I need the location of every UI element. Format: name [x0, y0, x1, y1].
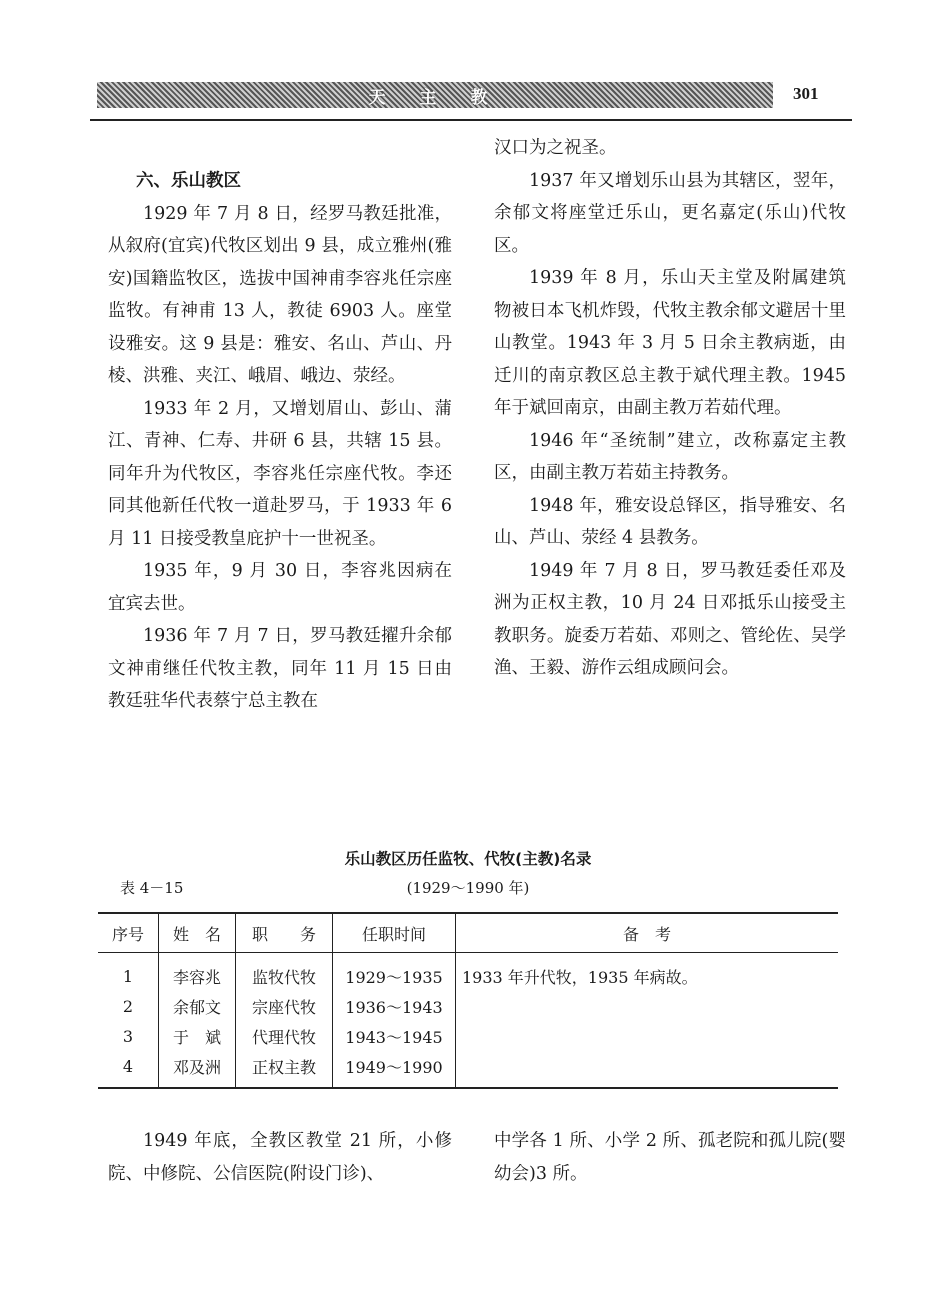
paragraph: 1949 年 7 月 8 日，罗马教廷委任邓及洲为正权主教，10 月 24 日邓抵乐山接受主教职务。旋委万若茹、邓则之、管纶佐、吴学渔、王毅、游作云组成顾问会。	[494, 560, 846, 678]
table-number: 表 4－15	[120, 879, 184, 897]
page-number: 301	[793, 84, 819, 103]
cell-name: 邓及洲	[159, 1051, 236, 1088]
paragraph: 1948 年，雅安设总铎区，指导雅安、名山、芦山、荥经 4 县教务。	[494, 495, 846, 548]
cell-name: 李容兆	[159, 953, 236, 992]
column-header-note: 备 考	[456, 913, 839, 953]
table-row	[98, 1021, 838, 1051]
cell-note: 1933 年升代牧，1935 年病故。	[456, 953, 839, 992]
paragraph: 1935 年，9 月 30 日，李容兆因病在宜宾去世。	[108, 561, 452, 614]
section-heading: 六、乐山教区	[136, 171, 241, 191]
cell-term: 1936～1943	[333, 991, 456, 1021]
column-header-role: 职 务	[236, 913, 333, 953]
right-column	[494, 132, 846, 685]
cell-index: 2	[122, 996, 134, 1016]
table-row	[98, 953, 838, 992]
paragraph-continuation: 中学各 1 所、小学 2 所、孤老院和孤儿院(婴幼会)3 所。	[494, 1131, 846, 1184]
column-header-name: 姓 名	[159, 913, 236, 953]
cell-index: 3	[122, 1026, 134, 1046]
paragraph: 1939 年 8 月，乐山天主堂及附属建筑物被日本飞机炸毁，代牧主教余郁文避居十里山教堂。1943 年 3 月 5 日余主教病逝，由迁川的南京教区总主教于斌代理主教。1945 年于斌回南京，由副主教万若茹代理。	[494, 268, 846, 418]
running-header-band	[97, 82, 773, 108]
header-rule	[90, 119, 852, 121]
paragraph: 1936 年 7 月 7 日，罗马教廷擢升余郁文神甫继任代牧主教，同年 11 月 15 日由教廷驻华代表蔡宁总主教在	[108, 626, 452, 711]
paragraph: 1933 年 2 月，又增划眉山、彭山、蒲江、青神、仁寿、井研 6 县，共辖 15 县。同年升为代牧区，李容兆任宗座代牧。李还同其他新任代牧一道赴罗马，于 1933 年 6 月 11 日接受教皇庇护十一世祝圣。	[108, 398, 452, 549]
bottom-right-column	[494, 1125, 846, 1190]
table-caption: 乐山教区历任监牧、代牧(主教)名录	[344, 850, 592, 868]
cell-role: 监牧代牧	[236, 953, 333, 992]
cell-term: 1929～1935	[333, 953, 456, 992]
left-column	[108, 165, 452, 718]
running-title: 天 主 教	[368, 87, 502, 108]
paragraph: 1949 年底，全教区教堂 21 所，小修院、中修院、公信医院(附设门诊)、	[108, 1131, 452, 1184]
table-row	[98, 1051, 838, 1088]
paragraph: 1929 年 7 月 8 日，经罗马教廷批准，从叙府(宜宾)代牧区划出 9 县，成立雅州(雅安)国籍监牧区，选拔中国神甫李容兆任宗座监牧。有神甫 13 人，教徒 6903 人。座堂设雅安。这 9 县是：雅安、名山、芦山、丹棱、洪雅、夹江、峨眉、峨边、荥经。	[108, 203, 452, 386]
cell-note	[456, 991, 839, 1021]
cell-term: 1943～1945	[333, 1021, 456, 1051]
cell-note	[456, 1021, 839, 1051]
cell-index: 4	[122, 1056, 134, 1076]
cell-role: 宗座代牧	[236, 991, 333, 1021]
table-row	[98, 991, 838, 1021]
bottom-left-column	[108, 1125, 452, 1190]
paragraph: 1946 年“圣统制”建立，改称嘉定主教区，由副主教万若茹主持教务。	[494, 430, 846, 483]
cell-term: 1949～1990	[333, 1051, 456, 1088]
cell-name: 于 斌	[159, 1021, 236, 1051]
cell-note	[456, 1051, 839, 1088]
cell-name: 余郁文	[159, 991, 236, 1021]
bishops-table	[98, 912, 838, 1089]
paragraph-continuation: 汉口为之祝圣。	[494, 138, 617, 158]
table-subcaption: (1929～1990 年)	[406, 879, 530, 897]
cell-index: 1	[122, 966, 134, 986]
paragraph: 1937 年又增划乐山县为其辖区，翌年，余郁文将座堂迁乐山，更名嘉定(乐山)代牧区。	[494, 170, 846, 256]
table-header-row	[98, 913, 838, 953]
column-header-term: 任职时间	[333, 913, 456, 953]
cell-role: 代理代牧	[236, 1021, 333, 1051]
column-header-index: 序号	[98, 913, 159, 953]
cell-role: 正权主教	[236, 1051, 333, 1088]
